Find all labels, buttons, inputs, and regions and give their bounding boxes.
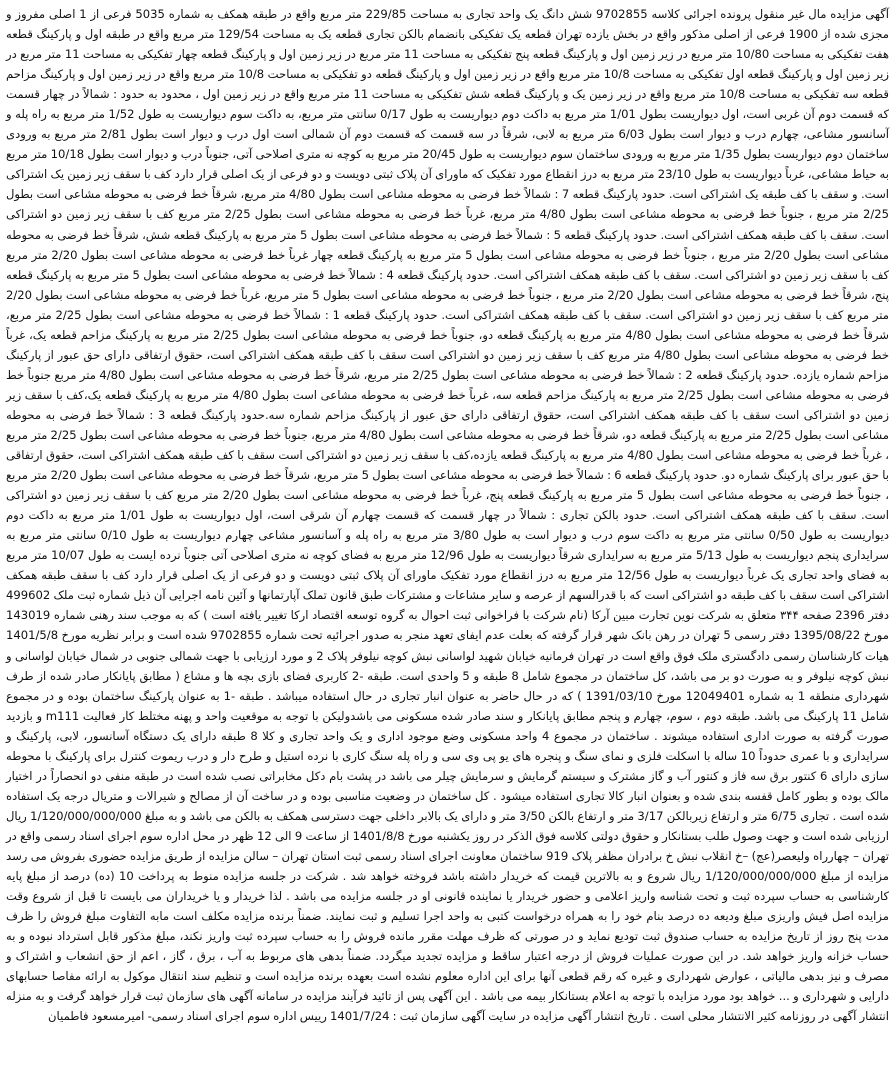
auction-notice-text: آگهی مزایده مال غیر منقول پرونده اجرائی کلاسه 9702855 شش دانگ یک واحد تجاری به مساحت 229/85 متر مربع واقع در طبقه همکف به شماره 5035 فرعی از 1 اصلی مفروز و مجزی شده از 1900 فرعی از اصلی مذکور واقع در بخش یازده تهران قطعه یک تفکیکی بانضمام بالکن تجاری قطعه یک به مساحت 129/54 متر مربع واقع در طبقه اول و پارکینگ قطعه هفت تفکیکی به مساحت 10/80 متر مربع در زیر زمین اول و پارکینگ قطعه پنج تفکیکی به مساحت 11 متر مربع در زیر زمین اول و پارکینگ قطعه چهار تفکیکی به مساحت 11 متر مربع در زیر زمین اول و پارکینگ قطعه اول تفکیکی به مساحت 10/8 متر مربع واقع در زیر زمین اول و پارکینگ قطعه دو تفکیکی به مساحت 10/8 متر مربع واقع در زیر زمین اول و پارکینگ مزاحم قطعه سه تفکیکی به مساحت 10/8 متر مربع واقع در زیر زمین یک و پارکینگ قطعه شش تفکیکی به مساحت 11 متر مربع واقع در زیر زمین اول ، محدود به حدود : شمالاً در چهار قسمت که قسمت دوم آن غربی است، اول دیواریست بطول 1/01 متر مربع به داکت دوم دیواریست به طول 0/17 سانتی متر مربع، به داکت سوم دیواریست به طول 1/52 متر مربع به راه پله و آسانسور مشاعی، چهارم درب و دیوار است بطول 6/03 متر مربع به لابی، شرقاً در سه قسمت که قسمت دوم آن شمالی است اول درب و دیوار است بطول 2/81 متر مربع به ورودی ساختمان دوم دیواریست بطول 1/35 متر مربع به ورودی ساختمان سوم دیواریست به طول 20/45 متر مربع به کوچه نه متری اصلاحی آتی، جنوباً درب و دیوار است بطول 10/18 متر مربع به حیاط مشاعی، غرباً دیواریست به طول 23/10 متر مربع به درز انقطاع مورد تفکیک که ماورای آن پلاک ثبتی دویست و دو فرعی از یک اصلی قرار دارد کف با سقف زیر زمین یک اشتراکی است. و سقف با کف طبقه یک اشتراکی است. حدود پارکینگ قطعه 7 : شمالاً خط فرضی به محوطه مشاعی است بطول 4/80 متر مربع، شرقاً خط فرضی به محوطه مشاعی است بطول 2/25 متر مربع ، جنوباً خط فرضی به محوطه مشاعی است بطول 4/80 متر مربع، غرباً خط فرضی به محوطه مشاعی است بطول 2/25 متر مربع کف با سقف زیر زمین دو اشتراکی است. سقف با کف طبقه همکف اشتراکی است. حدود پارکینگ قطعه 5 : شمالاً خط فرضی به محوطه مشاعی است بطول 5 متر مربع به پارکینگ قطعه شش، شرقاً خط فرضی به محوطه مشاعی است بطول 2/20 متر مربع ، جنوباً خط فرضی به محوطه مشاعی است بطول 5 متر مربع به پارکینگ قطعه چهار غرباً خط فرضی به محوطه مشاعی است بطول 2/20 متر مربع کف با سقف زیر زمین دو اشتراکی است. سقف با کف طبقه همکف اشتراکی است. حدود پارکینگ قطعه 4 : شمالاً خط فرضی به محوطه مشاعی است بطول 5 متر مربع به پارکینگ قطعه پنج، شرقاً خط فرضی به محوطه مشاعی است بطول 2/20 متر مربع ، جنوباً خط فرضی به محوطه مشاعی است بطول 5 متر مربع، غرباً خط فرضی به محوطه مشاعی است بطول 2/20 متر مربع کف با سقف زیر زمین دو اشتراکی است. سقف با کف طبقه همکف اشتراکی است. حدود پارکینگ قطعه 1 : شمالاً خط فرضی به محوطه مشاعی است بطول 2/25 متر مربع، شرقاً خط فرضی به محوطه مشاعی است بطول 4/80 متر مربع به پارکینگ قطعه دو، جنوباً خط فرضی به محوطه مشاعی است بطول 2/25 متر مربع به پارکینگ مزاحم قطعه یک، غرباً خط فرضی به محوطه مشاعی است بطول 4/80 متر مربع کف با سقف زیر زمین دو اشتراکی است سقف با کف طبقه همکف اشتراکی است، حقوق ارتفاقی دارای حق عبور از پارکینگ مزاحم شماره یازده. حدود پارکینگ قطعه 2 : شمالاً خط فرضی به محوطه مشاعی است بطول 2/25 متر مربع، شرقاً خط فرضی به محوطه مشاعی است بطول 4/80 متر مربع جنوباً خط فرضی به محوطه مشاعی است بطول 2/25 متر مربع به پارکینگ مزاحم قطعه سه، غرباً خط فرضی به محوطه مشاعی است بطول 4/80 متر مربع به پارکینگ قطعه یک،کف با سقف زیر زمین دو اشتراکی است سقف با کف طبقه همکف اشتراکی است، حقوق ارتفاقی دارای حق عبور از پارکینگ مزاحم شماره سه.حدود پارکینگ قطعه 3 : شمالاً خط فرضی به محوطه مشاعی است بطول 2/25 متر مربع به پارکینگ قطعه دو، شرقاً خط فرضی به محوطه مشاعی است بطول 4/80 متر مربع، جنوباً خط فرضی به محوطه مشاعی است بطول 2/25 متر مربع ، غرباً خط فرضی به محوطه مشاعی است بطول 4/80 متر مربع به پارکینگ قطعه یازده،کف با سقف زیر زمین دو اشتراکی است سقف با کف طبقه همکف اشتراکی است، حقوق ارتفاقی با حق عبور برای پارکینگ شماره دو. حدود پارکینگ قطعه 6 : شمالاً خط فرضی به محوطه مشاعی است بطول 5 متر مربع، شرقاً خط فرضی به محوطه مشاعی است بطول 2/20 متر مربع ، جنوباً خط فرضی به محوطه مشاعی است بطول 5 متر مربع به پارکینگ قطعه پنج، غرباً خط فرضی به محوطه مشاعی است بطول 2/20 متر مربع کف با سقف زیر زمین دو اشتراکی است. سقف با کف طبقه همکف اشتراکی است. حدود بالکن تجاری : شمالاً در چهار قسمت که قسمت چهارم آن شرقی است، اول دیواریست به طول 1/01 متر مربع به داکت دوم دیواریست به طول 0/50 سانتی متر مربع به داکت سوم درب و دیوار است به طول 3/80 متر مربع به راه پله و آسانسور مشاعی چهارم دیواریست به طول 0/10 سانتی متر مربع به سرایداری پنجم دیواریست به طول 5/13 متر مربع به سرایداری شرقاً دیواریست به طول 12/96 متر مربع به فضای کوچه نه متری اصلاحی آتی جنوباً نرده ایست به طول 10/07 متر مربع به فضای واحد تجاری یک غرباً دیواریست به طول 12/56 متر مربع به درز انقطاع مورد تفکیک ماورای آن پلاک ثبتی دویست و دو فرعی از یک اصلی قرار دارد کف با سقف طبقه همکف اشتراکی است سقف با کف طبقه دو اشتراکی است که با قدرالسهم از عرصه و سایر مشاعات و مشترکات طبق قانون تملک آپارتمانها و آئین نامه اجرایی آن ذیل شماره ثبت ملک 499602 دفتر 2396 صفحه ۳۴۴ متعلق به شرکت نوین تجارت مبین آرکا (نام شرکت با فراخوانی ثبت احوال به گروه توسعه اقتصاد ارکا تغییر یافته است ) که به موجب سند رهنی شماره 143019 مورخ 1395/08/22 دفتر رسمی 5 تهران در رهن بانک شهر قرار گرفته که بعلت عدم ایفای تعهد منجر به صدور اجرائیه تحت شماره 9702855 شده است و برابر نظریه مورخ 1401/5/8 هیات کارشناسان رسمی دادگستری ملک فوق واقع است در تهران فرمانیه خیابان شهید لواسانی نبش کوچه نیلوفر پلاک 2 و مورد ارزیابی با جهت شمالی جنوبی در شمال خیابان لواسانی و نبش کوچه نیلوفر و به صورت دو بر می باشد، کل ساختمان در مجموع شامل 8 طبقه و 5 واحدی است. طبقه -2 کاربری فضای بازی بچه ها و مشاع ( مطابق پایانکار صادر شده از طرف شهرداری منطقه 1 به شماره 12049401 مورخ 1391/03/10 ) که در حال حاضر به عنوان انبار تجاری در حال استفاده میباشد . طبقه -1 به عنوان پارکینگ ساختمان بوده و در مجموع شامل 11 پارکینگ می باشد. طبقه دوم ، سوم، چهارم و پنجم مطابق پایانکار و سند صادر شده مسکونی می باشدولیکن با توجه به موقعیت واحد و پهنه مختلط کار فعالیت m111 و بازدید صورت گرفته به صورت اداری استفاده میشوند . ساختمان در مجموع 4 واحد مسکونی وضع موجود اداری و یک واحد تجاری و کلا 8 طبقه دارای یک دستگاه آسانسور، لابی، پارکینگ و سرایداری و با عمری حدوداً 10 ساله با اسکلت فلزی و نمای سنگ و پنجره های یو پی وی سی و راه پله سنگ کاری با نرده استیل و طرح دار و درب ریموت کنترل برای پارکینگ با محوطه سازی دارای 6 کنتور برق سه فاز و کنتور آب و گاز مشترک و سیستم گرمایش و سرمایش چیلر می باشد در پشت بام دکل مخابراتی نصب شده است در طبقه منفی دو انحصاراً در اختیار مالک بوده و بطور کامل قفسه بندی شده و بعنوان انبار کالا تجاری استفاده میشود . کل ساختمان در وضعیت مناسبی بوده و در ساخت آن از مصالح و شیرالات و متریال درجه یک استفاده شده است . تجاری 6/75 متر و ارتفاع زیربالکن 3/17 متر و ارتفاع بالکن 3/50 متر و دارای یک بالابر داخلی جهت دسترسی همکف به بالکن می باشد و به مبلغ 1/120/000/000/000 ریال ارزیابی شده است و جهت وصول طلب بستانکار و حقوق دولتی کلاسه فوق الذکر در روز یکشنبه مورخ 1401/8/8 از ساعت 9 الی 12 ظهر در محل اداره سوم اجرای اسناد رسمی واقع در تهران – چهارراه ولیعصر(عج) –خ انقلاب نبش خ برادران مظفر پلاک 919 ساختمان معاونت اجرای اسناد رسمی ثبت استان تهران – سالن مزایده از طریق مزایده حضوری بفروش می رسد مزایده از مبلغ 1/120/000/000/000 ریال شروع و به بالاترین قیمت که خریدار داشته باشد فروخته خواهد شد . شرکت در جلسه مزایده منوط به پرداخت 10 (ده) درصد از مبلغ پایه کارشناسی به حساب سپرده ثبت و تحت شناسه واریز اعلامی و حضور خریدار یا نماینده قانونی او در جلسه مزایده می باشد . لذا خریدار و یا خریداران می بایست تا قبل از شروع وقت مزایده اصل فیش واریزی مبلغ ودیعه ده درصد بنام خود را به همراه درخواست کتبی به واحد اجرا تسلیم و ثبت نمایند. ضمناً برنده مزایده مکلف است مابه التفاوت مبلغ فروش را ظرف مدت پنج روز از تاریخ مزایده به حساب صندوق ثبت تودیع نماید و در صورتی که ظرف مهلت مقرر مانده فروش را به حساب سپرده ثبت واریز نکند، مبلغ مذکور قابل استرداد نبوده و به حساب خزانه واریز خواهد شد. در این صورت عملیات فروش از درجه اعتبار ساقط و مزایده تجدید میگردد. ضمناً بدهی های مربوط به آب ، برق ، گاز ، اعم از حق انشعاب و اشتراک و مصرف و نیز بدهی مالیاتی ، عوارض شهرداری و غیره که رقم قطعی آنها برای این اداره معلوم نشده است بعهده برنده مزایده است و تنظیم سند انتقال موکول به ارائه مفاصا حسابهای دارایی و شهرداری و ... خواهد بود مورد مزایده با توجه به اعلام بستانکار بیمه می باشد . این آگهی پس از تائید فرآیند مزایده در سامانه آگهی های سازمان ثبت قرار خواهد گرفت و به منزله انتشار آگهی در روزنامه کثیر الانتشار محلی است . تاریخ انتشار آگهی مزایده در سایت آگهی سازمان ثبت : 1401/7/24 رییس اداره سوم اجرای اسناد رسمی- امیرمسعود فاطمیان — [6, 7, 890, 1024]
